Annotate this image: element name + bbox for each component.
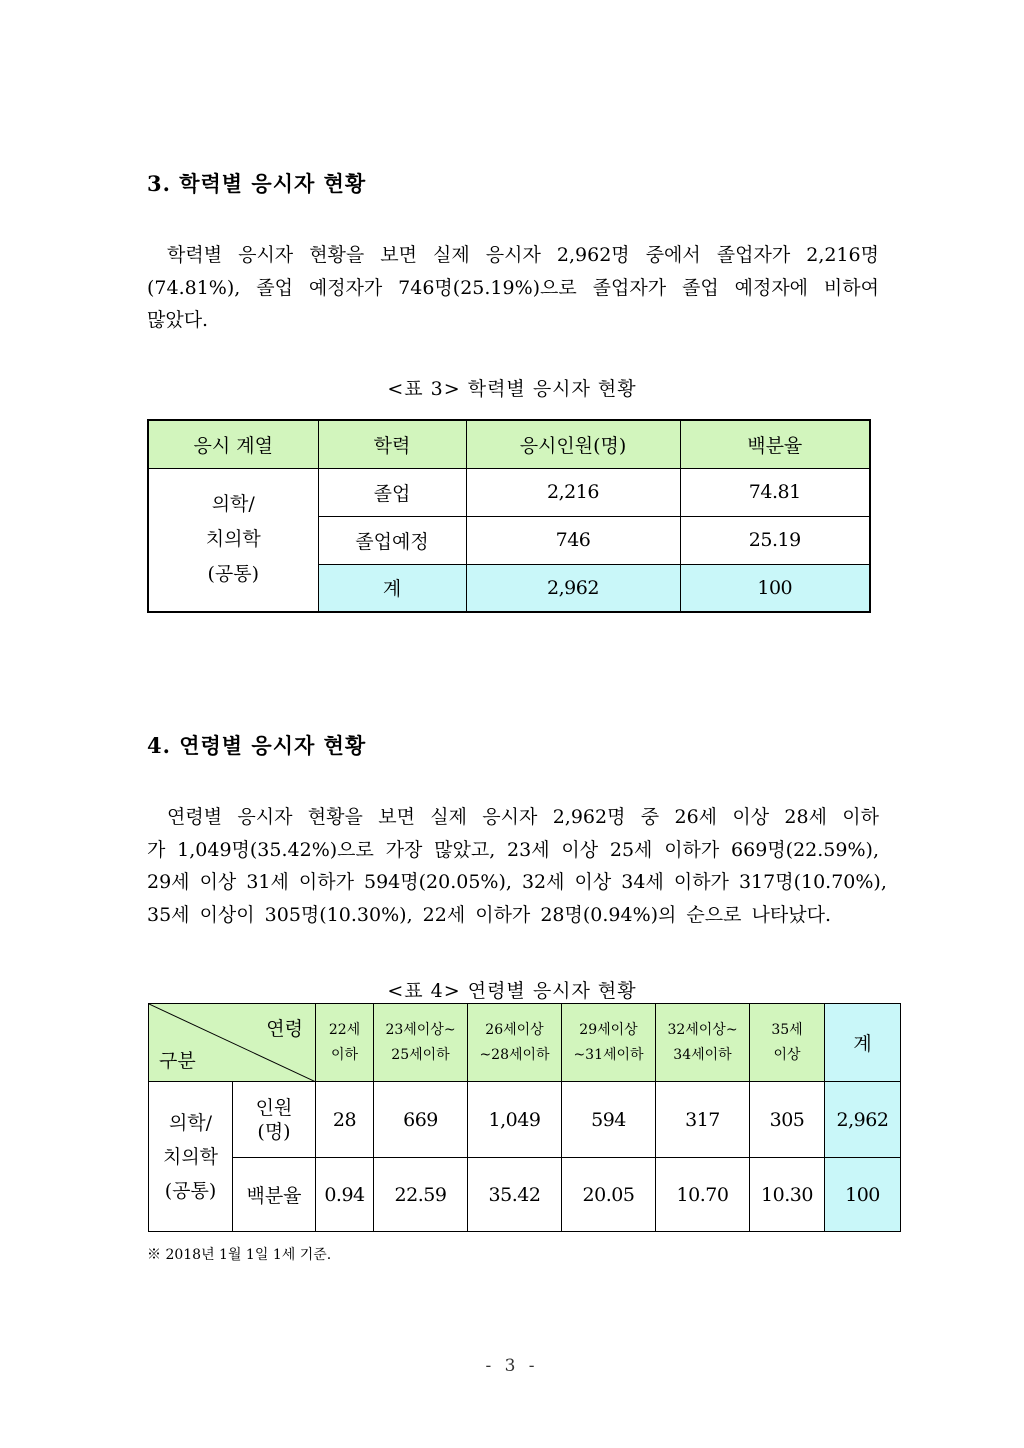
table-count-row <box>149 1082 901 1158</box>
group-label-line: 치의학 <box>162 1145 219 1168</box>
table-4-header-row <box>149 1004 901 1082</box>
section-3-title: 3. 학력별 응시자 현황 <box>147 171 367 196</box>
percent-cell: 74.81 <box>680 468 870 516</box>
group-label-cell <box>148 468 318 612</box>
age-header-cell <box>374 1004 468 1082</box>
percent-cell: 0.94 <box>316 1158 374 1232</box>
header-cell: 응시인원(명) <box>466 420 680 468</box>
table-percent-row <box>149 1158 901 1232</box>
age-header-cell <box>656 1004 750 1082</box>
table-4-note: ※ 2018년 1월 1일 1세 기준. <box>147 1247 332 1263</box>
level-cell: 졸업예정 <box>318 516 466 564</box>
level-cell: 계 <box>318 564 466 612</box>
percent-cell: 100 <box>680 564 870 612</box>
age-header-line: 34세이하 <box>673 1046 732 1063</box>
percent-cell: 20.05 <box>562 1158 656 1232</box>
age-header-line: 이상 <box>773 1046 801 1063</box>
age-header-line: 25세이하 <box>391 1046 450 1063</box>
header-cell: 학력 <box>318 420 466 468</box>
age-header-line: 이하 <box>330 1046 359 1063</box>
paragraph-line: 학력별 응시자 현황을 보면 실제 응시자 2,962명 중에서 졸업자가 2,216명 <box>167 244 879 266</box>
section-4-title: 4. 연령별 응시자 현황 <box>147 733 367 758</box>
table-4-caption: <표 4> 연령별 응시자 현황 <box>387 980 637 1002</box>
paragraph-line: 많았다. <box>147 309 209 331</box>
section-4-paragraph <box>147 801 887 931</box>
table-row <box>148 468 870 516</box>
paragraph-line: 가 1,049명(35.42%)으로 가장 많았고, 23세 이상 25세 이하가 669명(22.59%), <box>147 838 879 861</box>
age-header-line: 35세 <box>771 1021 803 1038</box>
page-number: - 3 - <box>485 1356 539 1376</box>
percent-cell: 22.59 <box>374 1158 468 1232</box>
total-header-cell: 계 <box>825 1004 901 1082</box>
count-cell: 317 <box>656 1082 750 1158</box>
paragraph-line: (74.81%), 졸업 예정자가 746명(25.19%)으로 졸업자가 졸업 예정자에 비하여 <box>147 276 879 299</box>
percent-cell: 10.30 <box>750 1158 825 1232</box>
paragraph-line: 29세 이상 31세 이하가 594명(20.05%), 32세 이상 34세 이하가 317명(10.70%), <box>147 871 887 893</box>
age-header-line: 23세이상~ <box>385 1021 456 1038</box>
age-header-cell <box>468 1004 562 1082</box>
count-cell: 2,962 <box>466 564 680 612</box>
row-label-cell: 백분율 <box>233 1158 316 1232</box>
age-header-line: 22세 <box>328 1021 361 1038</box>
corner-header-bottom: 구분 <box>159 1050 196 1072</box>
age-header-cell <box>316 1004 374 1082</box>
group-label-cell <box>149 1082 233 1232</box>
row-label-line: (명) <box>257 1120 291 1143</box>
table-3 <box>147 419 871 613</box>
percent-cell: 35.42 <box>468 1158 562 1232</box>
paragraph-line: 연령별 응시자 현황을 보면 실제 응시자 2,962명 중 26세 이상 28세 이하 <box>167 806 879 828</box>
age-header-cell <box>750 1004 825 1082</box>
group-label-line: 의학/ <box>168 1111 213 1134</box>
table-3-caption: <표 3> 학력별 응시자 현황 <box>387 378 637 400</box>
header-cell: 응시 계열 <box>148 420 318 468</box>
count-cell: 669 <box>374 1082 468 1158</box>
count-cell: 1,049 <box>468 1082 562 1158</box>
total-percent-cell: 100 <box>825 1158 901 1232</box>
age-header-line: ~31세이하 <box>573 1046 644 1063</box>
group-label-line: 치의학 <box>205 528 261 551</box>
table-3-header-row <box>148 420 870 468</box>
age-header-line: 32세이상~ <box>667 1021 738 1038</box>
count-cell: 305 <box>750 1082 825 1158</box>
level-cell: 졸업 <box>318 468 466 516</box>
percent-cell: 10.70 <box>656 1158 750 1232</box>
count-cell: 746 <box>466 516 680 564</box>
section-3-paragraph <box>147 239 879 337</box>
count-cell: 594 <box>562 1082 656 1158</box>
corner-header-top: 연령 <box>266 1018 303 1040</box>
group-label-line: (공통) <box>207 563 260 586</box>
count-cell: 2,216 <box>466 468 680 516</box>
corner-header-cell <box>149 1004 316 1082</box>
table-4 <box>148 1003 901 1232</box>
count-cell: 28 <box>316 1082 374 1158</box>
age-header-cell <box>562 1004 656 1082</box>
total-count-cell: 2,962 <box>825 1082 901 1158</box>
age-header-line: ~28세이하 <box>479 1046 550 1063</box>
row-label-line: 인원 <box>255 1096 293 1119</box>
paragraph-line: 35세 이상이 305명(10.30%), 22세 이하가 28명(0.94%)의 순으로 나타났다. <box>147 903 831 926</box>
group-label-line: 의학/ <box>211 493 255 516</box>
age-header-line: 26세이상 <box>485 1021 544 1038</box>
age-header-line: 29세이상 <box>579 1021 638 1038</box>
group-label-line: (공통) <box>164 1179 217 1202</box>
header-cell: 백분율 <box>680 420 870 468</box>
percent-cell: 25.19 <box>680 516 870 564</box>
row-label-cell <box>233 1082 316 1158</box>
